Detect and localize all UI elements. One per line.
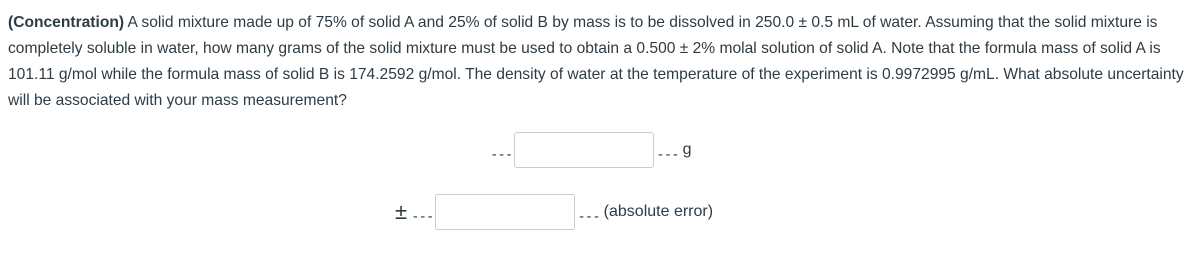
mass-unit-label: g <box>682 141 692 158</box>
mass-blank-left-dashes: --- <box>490 147 513 163</box>
uncertainty-blank-right-dashes: --- <box>577 209 600 225</box>
uncertainty-unit-label: (absolute error) <box>603 203 714 220</box>
plus-minus-icon: ± <box>395 199 408 224</box>
mass-answer-input[interactable] <box>514 132 654 168</box>
uncertainty-answer-row <box>395 192 713 232</box>
uncertainty-blank-left-dashes: --- <box>411 209 434 225</box>
mass-blank-right-dashes: --- <box>656 147 679 163</box>
question-text <box>8 10 1194 114</box>
mass-answer-row <box>490 130 692 170</box>
question-label: (Concentration) <box>8 14 125 31</box>
uncertainty-answer-input[interactable] <box>435 194 575 230</box>
question-body: A solid mixture made up of 75% of solid A and 25% of solid B by mass is to be dissolved in 250.0 ± 0.5 mL of water. Assuming that the solid mixture is completely soluble in water, how many grams of the solid mixture must be used to obtain a 0.500 ± 2% molal solution of solid A. Note that the formula mass of solid A is 101.11 g/mol while the formula mass of solid B is 174.2592 g/mol. The density of water at the temperature of the experiment is 0.9972995 g/mL. What absolute uncertainty will be associated with your mass measurement? <box>8 14 1184 109</box>
